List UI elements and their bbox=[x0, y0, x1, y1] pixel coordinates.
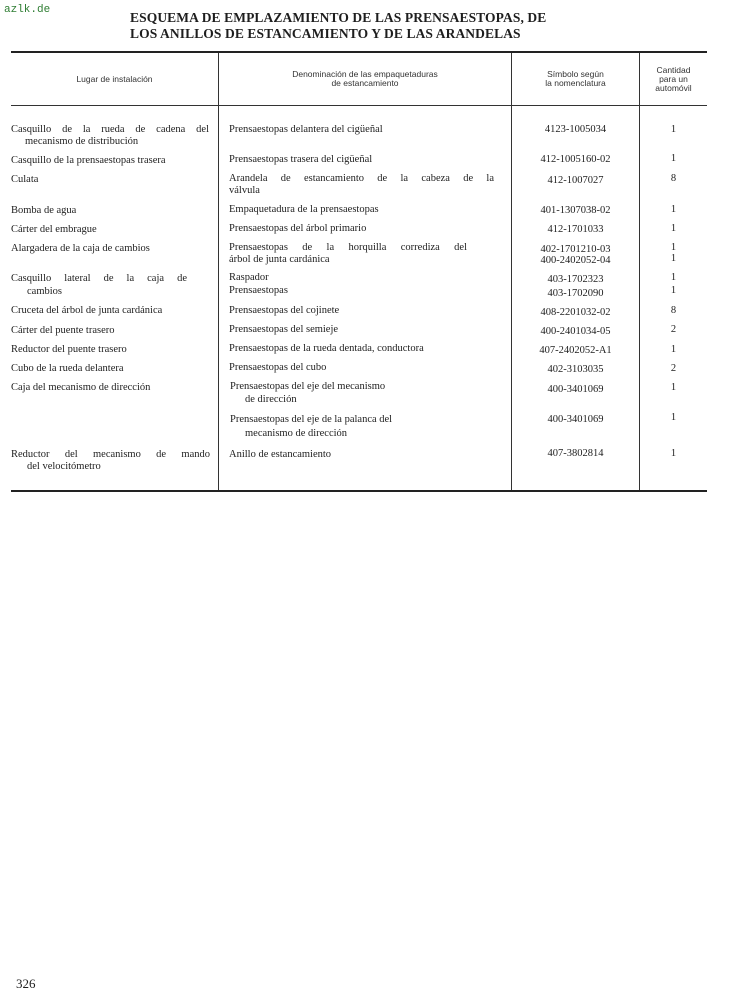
location-cell: Reductor del mecanismo de mando bbox=[11, 449, 210, 460]
quantity-cell: 1 bbox=[670, 223, 677, 234]
symbol-cell: 412-1005160-02 bbox=[540, 154, 611, 165]
header-quantity-line: Cantidad bbox=[656, 64, 691, 75]
symbol-cell: 403-1702090 bbox=[547, 288, 604, 299]
symbol-cell: 400-3401069 bbox=[547, 414, 604, 425]
quantity-cell: 1 bbox=[670, 344, 677, 355]
header-symbol bbox=[512, 53, 639, 105]
watermark: azlk.de bbox=[4, 4, 51, 16]
denomination-cell: válvula bbox=[229, 185, 260, 196]
location-cell: Culata bbox=[11, 174, 39, 185]
header-symbol-line: Símbolo según bbox=[547, 69, 604, 79]
quantity-cell: 2 bbox=[670, 363, 677, 374]
seals-table bbox=[11, 51, 707, 492]
page-number: 326 bbox=[16, 976, 36, 991]
symbol-cell: 400-3401069 bbox=[547, 384, 604, 395]
denomination-cell: Prensaestopas del semieje bbox=[229, 324, 339, 335]
location-cell: Cruceta del árbol de junta cardánica bbox=[11, 305, 163, 316]
denomination-cell: Prensaestopas bbox=[229, 285, 288, 296]
header-divider bbox=[11, 105, 707, 106]
symbol-cell: 402-1701210-03 bbox=[540, 244, 611, 255]
symbol-cell: 403-1702323 bbox=[547, 274, 604, 285]
location-cell: Casquillo de la rueda de cadena del bbox=[11, 124, 209, 135]
denomination-cell: Anillo de estancamiento bbox=[229, 449, 332, 460]
denomination-cell: Prensaestopas del cojinete bbox=[229, 305, 340, 316]
header-denomination-line: de estancamiento bbox=[331, 78, 399, 88]
title-line-2: LOS ANILLOS DE ESTANCAMIENTO Y DE LAS ARANDELAS bbox=[130, 26, 521, 41]
denomination-cell: mecanismo de dirección bbox=[245, 428, 348, 439]
symbol-cell: 402-3103035 bbox=[547, 364, 604, 375]
header-symbol-line: la nomenclatura bbox=[545, 78, 606, 88]
denomination-cell: de dirección bbox=[245, 394, 297, 405]
denomination-cell: Prensaestopas del árbol primario bbox=[229, 223, 367, 234]
denomination-cell: Prensaestopas de la rueda dentada, conductora bbox=[229, 343, 424, 354]
location-cell: Cárter del puente trasero bbox=[11, 325, 115, 336]
denomination-cell: Raspador bbox=[229, 272, 269, 283]
symbol-cell: 400-2402052-04 bbox=[540, 255, 611, 266]
location-cell: cambios bbox=[27, 286, 62, 297]
quantity-cell: 1 bbox=[670, 153, 677, 164]
quantity-cell: 1 bbox=[670, 382, 677, 393]
quantity-cell: 2 bbox=[670, 324, 677, 335]
column-divider bbox=[218, 53, 219, 490]
symbol-cell: 412-1701033 bbox=[547, 224, 604, 235]
denomination-cell: Prensaestopas del eje de la palanca del bbox=[230, 414, 393, 425]
quantity-cell: 1 bbox=[670, 285, 677, 296]
location-cell: Casquillo de la prensaestopas trasera bbox=[11, 155, 166, 166]
quantity-cell: 1 bbox=[670, 124, 677, 135]
location-cell: del velocitómetro bbox=[27, 461, 101, 472]
quantity-cell: 1 bbox=[670, 448, 677, 459]
header-denomination bbox=[219, 53, 511, 105]
quantity-cell: 8 bbox=[670, 173, 677, 184]
denomination-cell: árbol de junta cardánica bbox=[229, 254, 330, 265]
location-cell: Bomba de agua bbox=[11, 205, 77, 216]
denomination-cell: Prensaestopas trasera del cigüeñal bbox=[229, 154, 373, 165]
header-denomination-line: Denominación de las empaquetaduras bbox=[292, 69, 438, 79]
symbol-cell: 400-2401034-05 bbox=[540, 326, 611, 337]
quantity-cell: 1 bbox=[670, 412, 677, 423]
header-location-label: Lugar de instalación bbox=[76, 73, 153, 84]
header-location bbox=[11, 53, 218, 105]
location-cell: Reductor del puente trasero bbox=[11, 344, 127, 355]
location-cell: Cárter del embrague bbox=[11, 224, 97, 235]
denomination-cell: Prensaestopas del eje del mecanismo bbox=[230, 381, 386, 392]
denomination-cell: Prensaestopas delantera del cigüeñal bbox=[229, 124, 383, 135]
denomination-cell: Prensaestopas del cubo bbox=[229, 362, 327, 373]
header-quantity-line: para un bbox=[659, 73, 688, 84]
location-cell: Cubo de la rueda delantera bbox=[11, 363, 124, 374]
quantity-cell: 8 bbox=[670, 305, 677, 316]
header-quantity-line: automóvil bbox=[655, 82, 692, 93]
header-quantity bbox=[640, 53, 707, 105]
denomination-cell: Prensaestopas de la horquilla corrediza del bbox=[229, 242, 467, 253]
location-cell: mecanismo de distribución bbox=[25, 136, 139, 147]
quantity-cell: 1 bbox=[670, 204, 677, 215]
denomination-cell: Arandela de estancamiento de la cabeza de la bbox=[229, 173, 494, 184]
symbol-cell: 408-2201032-02 bbox=[540, 307, 611, 318]
symbol-cell: 401-1307038-02 bbox=[540, 205, 611, 216]
quantity-cell: 1 bbox=[670, 272, 677, 283]
symbol-cell: 412-1007027 bbox=[547, 175, 604, 186]
symbol-cell: 407-3802814 bbox=[547, 448, 604, 459]
symbol-cell: 407-2402052-A1 bbox=[539, 345, 612, 356]
symbol-cell: 4123-1005034 bbox=[544, 124, 607, 135]
denomination-cell: Empaquetadura de la prensaestopas bbox=[229, 204, 379, 215]
page-title bbox=[130, 10, 690, 42]
location-cell: Caja del mecanismo de dirección bbox=[11, 382, 151, 393]
location-cell: Alargadera de la caja de cambios bbox=[11, 243, 150, 254]
location-cell: Casquillo lateral de la caja de bbox=[11, 273, 187, 284]
quantity-cell: 1 bbox=[670, 242, 677, 253]
quantity-cell: 1 bbox=[670, 253, 677, 264]
title-line-1: ESQUEMA DE EMPLAZAMIENTO DE LAS PRENSAESTOPAS, DE bbox=[130, 10, 547, 25]
